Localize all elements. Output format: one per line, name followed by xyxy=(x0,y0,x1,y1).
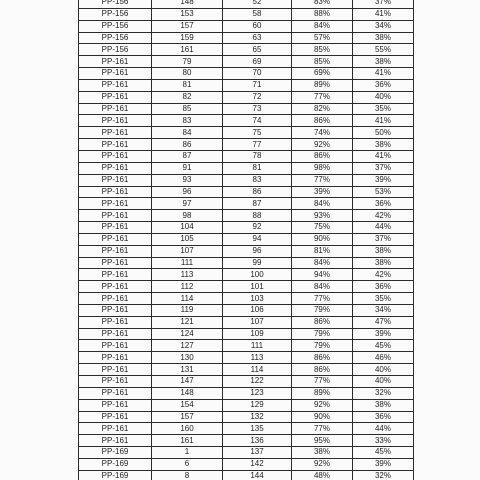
percent-b-cell: 39% xyxy=(353,328,414,340)
plant-number-cell: 131 xyxy=(152,364,223,376)
percent-a-cell: 74% xyxy=(292,127,353,139)
sample-id-cell: PP-161 xyxy=(79,210,152,222)
plant-number-cell: 1 xyxy=(152,447,223,459)
sample-id-cell: PP-161 xyxy=(79,127,152,139)
table-row xyxy=(79,127,414,139)
sample-id-cell: PP-161 xyxy=(79,115,152,127)
percent-a-cell: 90% xyxy=(292,233,353,245)
sample-id-cell: PP-161 xyxy=(79,222,152,234)
percent-b-cell: 41% xyxy=(353,68,414,80)
percent-a-cell: 90% xyxy=(292,411,353,423)
seed-number-cell: 106 xyxy=(223,304,292,316)
table-row xyxy=(79,20,414,32)
sample-id-cell: PP-156 xyxy=(79,20,152,32)
table-body xyxy=(79,0,414,480)
seed-number-cell: 81 xyxy=(223,162,292,174)
percent-a-cell: 84% xyxy=(292,257,353,269)
percent-a-cell: 94% xyxy=(292,269,353,281)
percent-a-cell: 89% xyxy=(292,79,353,91)
table-row xyxy=(79,245,414,257)
table-row xyxy=(79,103,414,115)
percent-a-cell: 82% xyxy=(292,103,353,115)
seed-number-cell: 70 xyxy=(223,68,292,80)
percent-b-cell: 32% xyxy=(353,470,414,480)
table-row xyxy=(79,174,414,186)
seed-number-cell: 129 xyxy=(223,399,292,411)
sample-id-cell: PP-161 xyxy=(79,198,152,210)
percent-a-cell: 77% xyxy=(292,174,353,186)
percent-b-cell: 40% xyxy=(353,364,414,376)
sample-id-cell: PP-161 xyxy=(79,340,152,352)
percent-a-cell: 48% xyxy=(292,470,353,480)
seed-number-cell: 114 xyxy=(223,364,292,376)
table-row xyxy=(79,0,414,8)
sample-id-cell: PP-161 xyxy=(79,328,152,340)
plant-number-cell: 159 xyxy=(152,32,223,44)
sample-id-cell: PP-161 xyxy=(79,352,152,364)
sample-id-cell: PP-161 xyxy=(79,245,152,257)
percent-a-cell: 85% xyxy=(292,44,353,56)
seed-number-cell: 135 xyxy=(223,423,292,435)
seed-number-cell: 58 xyxy=(223,8,292,20)
seed-number-cell: 122 xyxy=(223,376,292,388)
percent-b-cell: 36% xyxy=(353,198,414,210)
percent-b-cell: 39% xyxy=(353,458,414,470)
percent-a-cell: 83% xyxy=(292,0,353,8)
seed-number-cell: 69 xyxy=(223,56,292,68)
plant-number-cell: 105 xyxy=(152,233,223,245)
plant-number-cell: 6 xyxy=(152,458,223,470)
table-row xyxy=(79,423,414,435)
plant-number-cell: 147 xyxy=(152,376,223,388)
plant-number-cell: 80 xyxy=(152,68,223,80)
percent-a-cell: 88% xyxy=(292,8,353,20)
sample-id-cell: PP-161 xyxy=(79,91,152,103)
plant-number-cell: 161 xyxy=(152,435,223,447)
seed-number-cell: 100 xyxy=(223,269,292,281)
sample-id-cell: PP-169 xyxy=(79,458,152,470)
seed-number-cell: 123 xyxy=(223,387,292,399)
seed-number-cell: 77 xyxy=(223,139,292,151)
seed-number-cell: 88 xyxy=(223,210,292,222)
sample-id-cell: PP-161 xyxy=(79,162,152,174)
sample-id-cell: PP-156 xyxy=(79,32,152,44)
seed-number-cell: 87 xyxy=(223,198,292,210)
percent-b-cell: 50% xyxy=(353,127,414,139)
seed-number-cell: 142 xyxy=(223,458,292,470)
plant-number-cell: 148 xyxy=(152,0,223,8)
percent-b-cell: 55% xyxy=(353,44,414,56)
percent-b-cell: 36% xyxy=(353,281,414,293)
plant-number-cell: 157 xyxy=(152,411,223,423)
plant-number-cell: 161 xyxy=(152,44,223,56)
plant-number-cell: 87 xyxy=(152,150,223,162)
plant-number-cell: 86 xyxy=(152,139,223,151)
percent-b-cell: 37% xyxy=(353,233,414,245)
seed-number-cell: 75 xyxy=(223,127,292,139)
table-row xyxy=(79,68,414,80)
plant-number-cell: 130 xyxy=(152,352,223,364)
percent-b-cell: 41% xyxy=(353,115,414,127)
table-row xyxy=(79,470,414,480)
percent-a-cell: 38% xyxy=(292,447,353,459)
table-row xyxy=(79,411,414,423)
table-row xyxy=(79,44,414,56)
table-row xyxy=(79,435,414,447)
seed-number-cell: 78 xyxy=(223,150,292,162)
seed-number-cell: 71 xyxy=(223,79,292,91)
table-row xyxy=(79,328,414,340)
percent-b-cell: 33% xyxy=(353,435,414,447)
percent-b-cell: 34% xyxy=(353,304,414,316)
seed-number-cell: 73 xyxy=(223,103,292,115)
percent-a-cell: 81% xyxy=(292,245,353,257)
percent-b-cell: 42% xyxy=(353,210,414,222)
seed-number-cell: 137 xyxy=(223,447,292,459)
sample-id-cell: PP-161 xyxy=(79,150,152,162)
percent-b-cell: 37% xyxy=(353,162,414,174)
sample-id-cell: PP-161 xyxy=(79,79,152,91)
sample-id-cell: PP-161 xyxy=(79,387,152,399)
table-row xyxy=(79,115,414,127)
seed-number-cell: 144 xyxy=(223,470,292,480)
percent-b-cell: 40% xyxy=(353,376,414,388)
seed-number-cell: 74 xyxy=(223,115,292,127)
percent-b-cell: 38% xyxy=(353,56,414,68)
table-row xyxy=(79,222,414,234)
plant-number-cell: 98 xyxy=(152,210,223,222)
table-row xyxy=(79,257,414,269)
sample-id-cell: PP-169 xyxy=(79,447,152,459)
percent-b-cell: 35% xyxy=(353,293,414,305)
sample-id-cell: PP-161 xyxy=(79,103,152,115)
percent-b-cell: 53% xyxy=(353,186,414,198)
percent-b-cell: 36% xyxy=(353,411,414,423)
sample-id-cell: PP-161 xyxy=(79,435,152,447)
table-row xyxy=(79,91,414,103)
plant-number-cell: 124 xyxy=(152,328,223,340)
percent-a-cell: 92% xyxy=(292,458,353,470)
sample-id-cell: PP-169 xyxy=(79,470,152,480)
sample-id-cell: PP-161 xyxy=(79,316,152,328)
percent-b-cell: 42% xyxy=(353,269,414,281)
sample-id-cell: PP-161 xyxy=(79,269,152,281)
percent-b-cell: 37% xyxy=(353,0,414,8)
table-row xyxy=(79,8,414,20)
table-row xyxy=(79,304,414,316)
percent-a-cell: 92% xyxy=(292,399,353,411)
seed-number-cell: 136 xyxy=(223,435,292,447)
sample-id-cell: PP-161 xyxy=(79,68,152,80)
plant-number-cell: 114 xyxy=(152,293,223,305)
percent-b-cell: 45% xyxy=(353,447,414,459)
plant-number-cell: 8 xyxy=(152,470,223,480)
percent-a-cell: 93% xyxy=(292,210,353,222)
table-row xyxy=(79,387,414,399)
percent-a-cell: 85% xyxy=(292,56,353,68)
percent-b-cell: 40% xyxy=(353,91,414,103)
plant-number-cell: 157 xyxy=(152,20,223,32)
table-row xyxy=(79,447,414,459)
sample-id-cell: PP-161 xyxy=(79,257,152,269)
seed-number-cell: 107 xyxy=(223,316,292,328)
percent-b-cell: 44% xyxy=(353,222,414,234)
plant-number-cell: 148 xyxy=(152,387,223,399)
table-row xyxy=(79,352,414,364)
sample-id-cell: PP-161 xyxy=(79,411,152,423)
plant-number-cell: 85 xyxy=(152,103,223,115)
table-row xyxy=(79,458,414,470)
table-row xyxy=(79,56,414,68)
seed-number-cell: 94 xyxy=(223,233,292,245)
table-row xyxy=(79,281,414,293)
seed-number-cell: 92 xyxy=(223,222,292,234)
percent-b-cell: 45% xyxy=(353,340,414,352)
table-row xyxy=(79,364,414,376)
plant-number-cell: 127 xyxy=(152,340,223,352)
percent-b-cell: 38% xyxy=(353,245,414,257)
plant-number-cell: 96 xyxy=(152,186,223,198)
percent-a-cell: 86% xyxy=(292,150,353,162)
percent-a-cell: 86% xyxy=(292,316,353,328)
sample-id-cell: PP-161 xyxy=(79,174,152,186)
table-row xyxy=(79,186,414,198)
seed-number-cell: 101 xyxy=(223,281,292,293)
plant-number-cell: 112 xyxy=(152,281,223,293)
percent-a-cell: 75% xyxy=(292,222,353,234)
percent-b-cell: 38% xyxy=(353,139,414,151)
table-row xyxy=(79,162,414,174)
percent-a-cell: 86% xyxy=(292,352,353,364)
plant-number-cell: 79 xyxy=(152,56,223,68)
percent-b-cell: 39% xyxy=(353,174,414,186)
table-row xyxy=(79,269,414,281)
percent-b-cell: 34% xyxy=(353,20,414,32)
percent-a-cell: 77% xyxy=(292,91,353,103)
table-row xyxy=(79,139,414,151)
seed-number-cell: 111 xyxy=(223,340,292,352)
percent-b-cell: 44% xyxy=(353,423,414,435)
seed-number-cell: 72 xyxy=(223,91,292,103)
table-row xyxy=(79,399,414,411)
percent-a-cell: 79% xyxy=(292,328,353,340)
percent-b-cell: 38% xyxy=(353,32,414,44)
percent-a-cell: 98% xyxy=(292,162,353,174)
seed-number-cell: 132 xyxy=(223,411,292,423)
percent-b-cell: 35% xyxy=(353,103,414,115)
plant-number-cell: 111 xyxy=(152,257,223,269)
sample-id-cell: PP-161 xyxy=(79,186,152,198)
sample-id-cell: PP-156 xyxy=(79,0,152,8)
seed-number-cell: 109 xyxy=(223,328,292,340)
percent-a-cell: 86% xyxy=(292,115,353,127)
percent-a-cell: 77% xyxy=(292,376,353,388)
seed-number-cell: 103 xyxy=(223,293,292,305)
percent-a-cell: 39% xyxy=(292,186,353,198)
seed-number-cell: 83 xyxy=(223,174,292,186)
plant-number-cell: 93 xyxy=(152,174,223,186)
seed-number-cell: 113 xyxy=(223,352,292,364)
plant-number-cell: 121 xyxy=(152,316,223,328)
plant-number-cell: 91 xyxy=(152,162,223,174)
percent-a-cell: 77% xyxy=(292,293,353,305)
plant-number-cell: 154 xyxy=(152,399,223,411)
plant-number-cell: 83 xyxy=(152,115,223,127)
table-row xyxy=(79,79,414,91)
percent-a-cell: 77% xyxy=(292,423,353,435)
percent-a-cell: 84% xyxy=(292,198,353,210)
sample-id-cell: PP-161 xyxy=(79,376,152,388)
sample-id-cell: PP-161 xyxy=(79,293,152,305)
table-row xyxy=(79,32,414,44)
plant-number-cell: 97 xyxy=(152,198,223,210)
percent-a-cell: 84% xyxy=(292,20,353,32)
table-row xyxy=(79,316,414,328)
percent-a-cell: 79% xyxy=(292,340,353,352)
percent-a-cell: 84% xyxy=(292,281,353,293)
percent-b-cell: 46% xyxy=(353,352,414,364)
seed-number-cell: 99 xyxy=(223,257,292,269)
plant-number-cell: 160 xyxy=(152,423,223,435)
seed-number-cell: 60 xyxy=(223,20,292,32)
plant-number-cell: 82 xyxy=(152,91,223,103)
data-table xyxy=(78,0,414,480)
table-row xyxy=(79,198,414,210)
percent-a-cell: 95% xyxy=(292,435,353,447)
percent-b-cell: 41% xyxy=(353,8,414,20)
sample-id-cell: PP-156 xyxy=(79,8,152,20)
percent-b-cell: 32% xyxy=(353,387,414,399)
sample-id-cell: PP-161 xyxy=(79,399,152,411)
plant-number-cell: 84 xyxy=(152,127,223,139)
sample-id-cell: PP-161 xyxy=(79,281,152,293)
plant-number-cell: 81 xyxy=(152,79,223,91)
sample-id-cell: PP-161 xyxy=(79,364,152,376)
seed-number-cell: 52 xyxy=(223,0,292,8)
table-row xyxy=(79,340,414,352)
percent-b-cell: 36% xyxy=(353,79,414,91)
sample-id-cell: PP-161 xyxy=(79,423,152,435)
seed-number-cell: 86 xyxy=(223,186,292,198)
sample-id-cell: PP-161 xyxy=(79,56,152,68)
sample-id-cell: PP-161 xyxy=(79,139,152,151)
percent-b-cell: 38% xyxy=(353,257,414,269)
sample-id-cell: PP-156 xyxy=(79,44,152,56)
percent-a-cell: 79% xyxy=(292,304,353,316)
plant-number-cell: 107 xyxy=(152,245,223,257)
sample-id-cell: PP-161 xyxy=(79,304,152,316)
table-row xyxy=(79,293,414,305)
percent-a-cell: 86% xyxy=(292,364,353,376)
plant-number-cell: 119 xyxy=(152,304,223,316)
percent-b-cell: 38% xyxy=(353,399,414,411)
percent-a-cell: 92% xyxy=(292,139,353,151)
seed-number-cell: 63 xyxy=(223,32,292,44)
seed-number-cell: 96 xyxy=(223,245,292,257)
sample-id-cell: PP-161 xyxy=(79,233,152,245)
table-row xyxy=(79,376,414,388)
table-row xyxy=(79,150,414,162)
percent-a-cell: 89% xyxy=(292,387,353,399)
percent-a-cell: 57% xyxy=(292,32,353,44)
seed-number-cell: 65 xyxy=(223,44,292,56)
percent-b-cell: 47% xyxy=(353,316,414,328)
table-row xyxy=(79,233,414,245)
table-row xyxy=(79,210,414,222)
plant-number-cell: 113 xyxy=(152,269,223,281)
percent-b-cell: 41% xyxy=(353,150,414,162)
percent-a-cell: 69% xyxy=(292,68,353,80)
plant-number-cell: 153 xyxy=(152,8,223,20)
plant-number-cell: 104 xyxy=(152,222,223,234)
